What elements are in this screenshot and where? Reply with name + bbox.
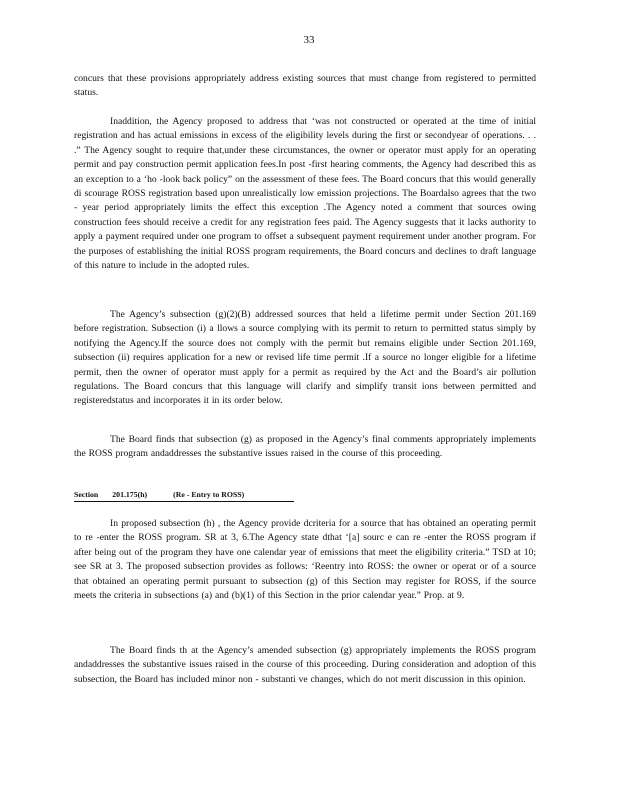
paragraph-6: The Board finds th at the Agency’s amended subsection (g) appropriately implements the ROSS program andaddresses the substantive issues raised in the course of this proceeding. During consideration and adoption of this subsection, the Board has included minor non - substanti ve changes, which do not merit discussion in this opinion. — [74, 645, 536, 685]
page-number: 33 — [303, 34, 315, 46]
paragraph-3: The Agency’s subsection (g)(2)(B) addressed sources that held a lifetime permit under Section 201.169 before registration. Subsection (i) a llows a source complying with its permit to return to permitted status simply by notifying the Agency.If the source does not comply with the permit but remains eligible under Section 201.169, subsection (ii) requires application for a new or revised life time permit .If a source no longer eligible for a lifetime permit, then the owner of operator must apply for a permit as required by the Act and the Board’s air pollution regulations. The Board concurs that this language will clarify and simplify transit ions between permitted and registeredstatus and incorporates it in its order below. — [74, 309, 536, 407]
section-heading — [74, 489, 294, 502]
paragraph-4: The Board finds that subsection (g) as proposed in the Agency’s final comments appropriately implements the ROSS program andaddresses the substantive issues raised in the course of this proceeding. — [74, 434, 536, 460]
paragraph-1: concurs that these provisions appropriately address existing sources that must change from registered to permitted status. — [74, 73, 536, 99]
paragraph-5: In proposed subsection (h) , the Agency provide dcriteria for a source that has obtained an operating permit to re -enter the ROSS program. SR at 3, 6.The Agency state dthat ‘[a] sourc e can re -enter the ROSS program if after being out of the program they have one calendar year of emissions that meet the eligibility criteria.” TSD at 10; see SR at 3. The proposed subsection provides as follows: ‘Reentry into ROSS: the owner or operat or of a source that obtained an operating permit pursuant to subsection (g) of this Section may register for ROSS, if the source meets the criteria in subsections (a) and (b)(1) of this Section in the prior calendar year.” Prop. at 9. — [74, 518, 536, 602]
section-heading-number: 201.175(h) — [112, 490, 148, 499]
paragraph-2: Inaddition, the Agency proposed to address that ‘was not constructed or operated at the time of initial registration and has actual emissions in excess of the eligibility levels during the first or secondyear of operations. . . .” The Agency sought to require that,under these circumstances, the owner or operator must apply for an operating permit and pay construction permit application fees.In post -first hearing comments, the Agency had described this as an exception to a ‘ho -look back policy” on the assessment of these fees. The Board concurs that this would generally di scourage ROSS registration based upon unrealistically low emission projections. The Boardalso agrees that the two - year period appropriately limits the effect this exception .The Agency noted a comment that sources owing construction fees should receive a credit for any registration fees paid. The Agency suggests that it lacks authority to apply a payment required under one program to offset a subsequent payment requirement under another program. For the purposes of establishing the initial ROSS program requirements, the Board concurs and declines to draft language of this nature to include in the adopted rules. — [74, 116, 536, 272]
section-heading-label: Section — [74, 490, 99, 499]
section-heading-title: (Re - Entry to ROSS) — [173, 490, 245, 499]
